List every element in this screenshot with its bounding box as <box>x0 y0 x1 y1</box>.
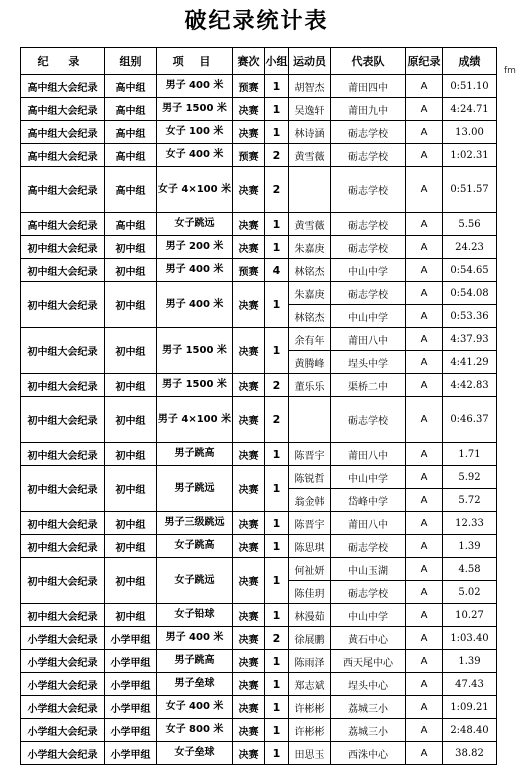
group-cell: 高中组 <box>105 75 157 98</box>
result-cell: 0:54.65 <box>443 259 497 282</box>
original-record-cell: A <box>406 374 443 397</box>
group-cell: 初中组 <box>105 558 157 604</box>
col-header-heat: 小组 <box>265 48 289 75</box>
result-cell: 1.39 <box>443 535 497 558</box>
round-cell: 决赛 <box>233 627 265 650</box>
athlete-cell: 陈思琪 <box>289 535 331 558</box>
team-cell: 西洙中心 <box>331 742 406 765</box>
heat-cell: 2 <box>265 144 289 167</box>
event-cell: 女子铅球 <box>157 604 233 627</box>
round-cell: 决赛 <box>233 558 265 604</box>
result-cell: 1:02.31 <box>443 144 497 167</box>
team-cell: 莆田八中 <box>331 443 406 466</box>
heat-cell: 1 <box>265 673 289 696</box>
original-record-cell: A <box>406 144 443 167</box>
heat-cell: 1 <box>265 742 289 765</box>
record-type-cell: 高中组大会纪录 <box>21 75 105 98</box>
table-row <box>21 121 497 144</box>
heat-cell: 1 <box>265 604 289 627</box>
group-cell: 初中组 <box>105 236 157 259</box>
team-cell: 中山中学 <box>331 604 406 627</box>
round-cell: 决赛 <box>233 535 265 558</box>
original-record-cell: A <box>406 581 443 604</box>
team-cell: 砺志学校 <box>331 236 406 259</box>
original-record-cell: A <box>406 328 443 351</box>
original-record-cell: A <box>406 259 443 282</box>
round-cell: 决赛 <box>233 719 265 742</box>
original-record-cell: A <box>406 466 443 489</box>
group-cell: 初中组 <box>105 282 157 328</box>
header-row <box>21 48 497 75</box>
original-record-cell: A <box>406 489 443 512</box>
col-header-athlete: 运动员 <box>289 48 331 75</box>
table-row <box>21 443 497 466</box>
group-cell: 小学甲组 <box>105 673 157 696</box>
group-cell: 高中组 <box>105 144 157 167</box>
table-row <box>21 397 497 443</box>
result-cell: 0:53.36 <box>443 305 497 328</box>
group-cell: 初中组 <box>105 604 157 627</box>
heat-cell: 2 <box>265 627 289 650</box>
record-type-cell: 初中组大会纪录 <box>21 535 105 558</box>
heat-cell: 1 <box>265 282 289 328</box>
group-cell: 小学甲组 <box>105 742 157 765</box>
original-record-cell: A <box>406 558 443 581</box>
athlete-cell: 陈佳玥 <box>289 581 331 604</box>
col-header-round: 赛次 <box>233 48 265 75</box>
heat-cell: 1 <box>265 466 289 512</box>
table-row <box>21 259 497 282</box>
record-type-cell: 小学组大会纪录 <box>21 650 105 673</box>
table-row <box>21 213 497 236</box>
athlete-cell: 翁金韩 <box>289 489 331 512</box>
heat-cell: 1 <box>265 328 289 374</box>
athlete-cell: 林铭杰 <box>289 305 331 328</box>
team-cell: 岱峰中学 <box>331 489 406 512</box>
record-type-cell: 小学组大会纪录 <box>21 719 105 742</box>
record-type-cell: 小学组大会纪录 <box>21 673 105 696</box>
athlete-cell <box>289 397 331 443</box>
original-record-cell: A <box>406 98 443 121</box>
original-record-cell: A <box>406 75 443 98</box>
group-cell: 初中组 <box>105 443 157 466</box>
table-row <box>21 167 497 213</box>
record-type-cell: 初中组大会纪录 <box>21 236 105 259</box>
round-cell: 决赛 <box>233 443 265 466</box>
round-cell: 决赛 <box>233 282 265 328</box>
athlete-cell: 黄腾峰 <box>289 351 331 374</box>
result-cell: 5.02 <box>443 581 497 604</box>
original-record-cell: A <box>406 236 443 259</box>
original-record-cell: A <box>406 213 443 236</box>
group-cell: 初中组 <box>105 328 157 374</box>
event-cell: 男子 4×100 米 <box>157 397 233 443</box>
athlete-cell: 黄雪薇 <box>289 144 331 167</box>
heat-cell: 1 <box>265 558 289 604</box>
athlete-cell: 董乐乐 <box>289 374 331 397</box>
team-cell: 莆田四中 <box>331 75 406 98</box>
record-type-cell: 高中组大会纪录 <box>21 144 105 167</box>
team-cell: 中山中学 <box>331 259 406 282</box>
record-type-cell: 小学组大会纪录 <box>21 627 105 650</box>
record-type-cell: 高中组大会纪录 <box>21 98 105 121</box>
table-row <box>21 627 497 650</box>
team-cell: 荔城三小 <box>331 719 406 742</box>
team-cell: 埕头中心 <box>331 673 406 696</box>
round-cell: 决赛 <box>233 742 265 765</box>
original-record-cell: A <box>406 167 443 213</box>
page-title: 破纪录统计表 <box>184 9 329 34</box>
original-record-cell: A <box>406 604 443 627</box>
team-cell: 黄石中心 <box>331 627 406 650</box>
team-cell: 中山中学 <box>331 466 406 489</box>
record-type-cell: 初中组大会纪录 <box>21 282 105 328</box>
result-cell: 0:51.57 <box>443 167 497 213</box>
result-cell: 5.56 <box>443 213 497 236</box>
team-cell: 砺志学校 <box>331 213 406 236</box>
athlete-cell: 何祉妍 <box>289 558 331 581</box>
record-type-cell: 初中组大会纪录 <box>21 259 105 282</box>
heat-cell: 1 <box>265 236 289 259</box>
round-cell: 决赛 <box>233 374 265 397</box>
event-cell: 女子 400 米 <box>157 144 233 167</box>
table-row <box>21 604 497 627</box>
result-cell: 0:46.37 <box>443 397 497 443</box>
round-cell: 决赛 <box>233 673 265 696</box>
team-cell: 砺志学校 <box>331 282 406 305</box>
original-record-cell: A <box>406 397 443 443</box>
heat-cell: 1 <box>265 75 289 98</box>
table-row <box>21 696 497 719</box>
group-cell: 初中组 <box>105 259 157 282</box>
group-cell: 小学甲组 <box>105 650 157 673</box>
table-row <box>21 535 497 558</box>
result-cell: 47.43 <box>443 673 497 696</box>
athlete-cell: 吴逸轩 <box>289 98 331 121</box>
event-cell: 女子 800 米 <box>157 719 233 742</box>
group-cell: 高中组 <box>105 98 157 121</box>
team-cell: 砺志学校 <box>331 397 406 443</box>
round-cell: 决赛 <box>233 98 265 121</box>
original-record-cell: A <box>406 512 443 535</box>
athlete-cell: 许彬彬 <box>289 696 331 719</box>
round-cell: 决赛 <box>233 213 265 236</box>
heat-cell: 2 <box>265 397 289 443</box>
round-cell: 决赛 <box>233 236 265 259</box>
result-cell: 38.82 <box>443 742 497 765</box>
table-row <box>21 650 497 673</box>
result-cell: 1.39 <box>443 650 497 673</box>
athlete-cell: 许彬彬 <box>289 719 331 742</box>
col-header-event: 项 目 <box>157 48 233 75</box>
heat-cell: 1 <box>265 121 289 144</box>
original-record-cell: A <box>406 696 443 719</box>
heat-cell: 1 <box>265 535 289 558</box>
event-cell: 男子 400 米 <box>157 282 233 328</box>
table-row <box>21 558 497 581</box>
athlete-cell: 陈晋宇 <box>289 443 331 466</box>
athlete-cell: 林铭杰 <box>289 259 331 282</box>
heat-cell: 1 <box>265 719 289 742</box>
heat-cell: 2 <box>265 167 289 213</box>
result-cell: 12.33 <box>443 512 497 535</box>
event-cell: 女子跳远 <box>157 213 233 236</box>
team-cell: 埕头中学 <box>331 351 406 374</box>
round-cell: 预赛 <box>233 144 265 167</box>
table-row <box>21 328 497 351</box>
team-cell: 砺志学校 <box>331 121 406 144</box>
event-cell: 男子 400 米 <box>157 259 233 282</box>
athlete-cell: 田思玉 <box>289 742 331 765</box>
team-cell: 西天尾中心 <box>331 650 406 673</box>
table-row <box>21 719 497 742</box>
athlete-cell: 黄雪薇 <box>289 213 331 236</box>
records-table <box>20 47 497 765</box>
athlete-cell: 陈晋宇 <box>289 512 331 535</box>
event-cell: 女子 400 米 <box>157 696 233 719</box>
team-cell: 荔城三小 <box>331 696 406 719</box>
result-cell: 1:03.40 <box>443 627 497 650</box>
result-cell: 4.58 <box>443 558 497 581</box>
round-cell: 决赛 <box>233 696 265 719</box>
athlete-cell: 朱嘉庚 <box>289 236 331 259</box>
group-cell: 初中组 <box>105 466 157 512</box>
group-cell: 初中组 <box>105 535 157 558</box>
round-cell: 预赛 <box>233 75 265 98</box>
heat-cell: 4 <box>265 259 289 282</box>
event-cell: 男子 200 米 <box>157 236 233 259</box>
heat-cell: 1 <box>265 443 289 466</box>
team-cell: 莆田九中 <box>331 98 406 121</box>
round-cell: 决赛 <box>233 121 265 144</box>
result-cell: 0:54.08 <box>443 282 497 305</box>
original-record-cell: A <box>406 719 443 742</box>
record-type-cell: 高中组大会纪录 <box>21 167 105 213</box>
original-record-cell: A <box>406 673 443 696</box>
record-type-cell: 初中组大会纪录 <box>21 558 105 604</box>
heat-cell: 1 <box>265 650 289 673</box>
athlete-cell: 朱嘉庚 <box>289 282 331 305</box>
team-cell: 砺志学校 <box>331 144 406 167</box>
table-row <box>21 75 497 98</box>
table-row <box>21 282 497 305</box>
record-type-cell: 初中组大会纪录 <box>21 512 105 535</box>
table-row <box>21 742 497 765</box>
athlete-cell: 林诗涵 <box>289 121 331 144</box>
round-cell: 决赛 <box>233 328 265 374</box>
heat-cell: 1 <box>265 512 289 535</box>
record-type-cell: 高中组大会纪录 <box>21 213 105 236</box>
col-header-original: 原纪录 <box>406 48 443 75</box>
result-cell: 2:48.40 <box>443 719 497 742</box>
group-cell: 小学甲组 <box>105 719 157 742</box>
event-cell: 女子跳高 <box>157 535 233 558</box>
athlete-cell: 林漫茹 <box>289 604 331 627</box>
original-record-cell: A <box>406 121 443 144</box>
team-cell: 渠桥二中 <box>331 374 406 397</box>
record-type-cell: 初中组大会纪录 <box>21 604 105 627</box>
result-cell: 0:51.10 <box>443 75 497 98</box>
result-cell: 10.27 <box>443 604 497 627</box>
round-cell: 决赛 <box>233 167 265 213</box>
group-cell: 初中组 <box>105 374 157 397</box>
group-cell: 小学甲组 <box>105 696 157 719</box>
event-cell: 女子 4×100 米 <box>157 167 233 213</box>
athlete-cell: 余有年 <box>289 328 331 351</box>
col-header-record-type: 纪 录 <box>21 48 105 75</box>
event-cell: 女子 100 米 <box>157 121 233 144</box>
original-record-cell: A <box>406 742 443 765</box>
original-record-cell: A <box>406 351 443 374</box>
record-type-cell: 小学组大会纪录 <box>21 742 105 765</box>
group-cell: 高中组 <box>105 121 157 144</box>
round-cell: 决赛 <box>233 650 265 673</box>
team-cell: 砺志学校 <box>331 581 406 604</box>
team-cell: 莆田八中 <box>331 512 406 535</box>
table-row <box>21 466 497 489</box>
round-cell: 决赛 <box>233 466 265 512</box>
table-row <box>21 374 497 397</box>
heat-cell: 2 <box>265 374 289 397</box>
original-record-cell: A <box>406 535 443 558</box>
record-type-cell: 高中组大会纪录 <box>21 121 105 144</box>
group-cell: 初中组 <box>105 397 157 443</box>
original-record-cell: A <box>406 443 443 466</box>
group-cell: 高中组 <box>105 213 157 236</box>
group-cell: 高中组 <box>105 167 157 213</box>
event-cell: 男子跳高 <box>157 650 233 673</box>
athlete-cell: 徐展鹏 <box>289 627 331 650</box>
heat-cell: 1 <box>265 98 289 121</box>
athlete-cell: 陈雨泽 <box>289 650 331 673</box>
heat-cell: 1 <box>265 696 289 719</box>
group-cell: 小学甲组 <box>105 627 157 650</box>
event-cell: 男子垒球 <box>157 673 233 696</box>
col-header-result: 成绩 <box>443 48 497 75</box>
result-cell: 13.00 <box>443 121 497 144</box>
table-row <box>21 236 497 259</box>
table-row <box>21 673 497 696</box>
team-cell: 砺志学校 <box>331 535 406 558</box>
original-record-cell: A <box>406 305 443 328</box>
record-type-cell: 小学组大会纪录 <box>21 696 105 719</box>
event-cell: 男子 1500 米 <box>157 328 233 374</box>
result-cell: 5.92 <box>443 466 497 489</box>
event-cell: 女子跳远 <box>157 558 233 604</box>
event-cell: 男子 1500 米 <box>157 98 233 121</box>
event-cell: 男子 400 米 <box>157 627 233 650</box>
original-record-cell: A <box>406 282 443 305</box>
round-cell: 决赛 <box>233 397 265 443</box>
result-cell: 4:42.83 <box>443 374 497 397</box>
athlete-cell: 陈锐哲 <box>289 466 331 489</box>
team-cell: 中山中学 <box>331 305 406 328</box>
event-cell: 女子垒球 <box>157 742 233 765</box>
result-cell: 4:24.71 <box>443 98 497 121</box>
table-row <box>21 144 497 167</box>
event-cell: 男子跳高 <box>157 443 233 466</box>
event-cell: 男子三级跳远 <box>157 512 233 535</box>
team-cell: 中山玉湖 <box>331 558 406 581</box>
round-cell: 决赛 <box>233 512 265 535</box>
original-record-cell: A <box>406 650 443 673</box>
athlete-cell: 郑志斌 <box>289 673 331 696</box>
team-cell: 莆田八中 <box>331 328 406 351</box>
round-cell: 预赛 <box>233 259 265 282</box>
athlete-cell: 胡智杰 <box>289 75 331 98</box>
edge-text: fm <box>504 66 516 76</box>
record-type-cell: 初中组大会纪录 <box>21 466 105 512</box>
table-row <box>21 512 497 535</box>
record-type-cell: 初中组大会纪录 <box>21 397 105 443</box>
table-row <box>21 98 497 121</box>
athlete-cell <box>289 167 331 213</box>
result-cell: 1.71 <box>443 443 497 466</box>
col-header-group: 组别 <box>105 48 157 75</box>
record-type-cell: 初中组大会纪录 <box>21 374 105 397</box>
event-cell: 男子 1500 米 <box>157 374 233 397</box>
records-body <box>21 75 497 765</box>
event-cell: 男子跳远 <box>157 466 233 512</box>
result-cell: 4:37.93 <box>443 328 497 351</box>
result-cell: 1:09.21 <box>443 696 497 719</box>
round-cell: 决赛 <box>233 604 265 627</box>
team-cell: 砺志学校 <box>331 167 406 213</box>
heat-cell: 1 <box>265 213 289 236</box>
record-type-cell: 初中组大会纪录 <box>21 443 105 466</box>
event-cell: 男子 400 米 <box>157 75 233 98</box>
group-cell: 初中组 <box>105 512 157 535</box>
result-cell: 5.72 <box>443 489 497 512</box>
col-header-team: 代表队 <box>331 48 406 75</box>
result-cell: 4:41.29 <box>443 351 497 374</box>
original-record-cell: A <box>406 627 443 650</box>
result-cell: 24.23 <box>443 236 497 259</box>
record-type-cell: 初中组大会纪录 <box>21 328 105 374</box>
